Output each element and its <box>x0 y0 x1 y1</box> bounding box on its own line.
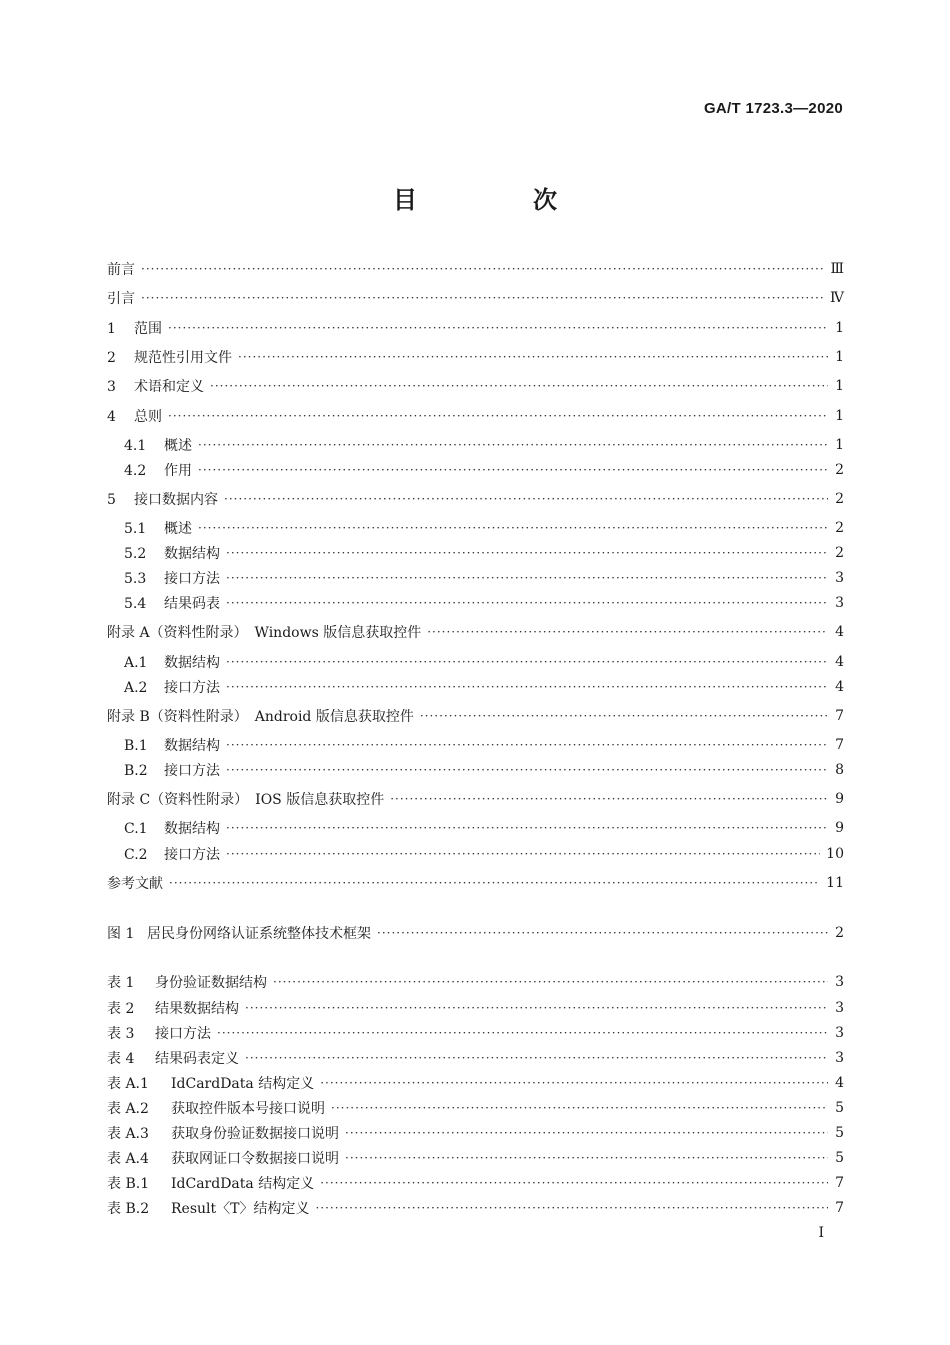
dot-leader <box>198 521 828 535</box>
toc-entry-label <box>107 376 210 396</box>
toc-entry[interactable] <box>107 434 844 456</box>
tables-entry[interactable] <box>107 971 844 993</box>
toc-entry-label <box>107 435 198 455</box>
dot-leader <box>238 350 828 364</box>
toc-title: 目 次 <box>393 186 603 214</box>
dot-leader <box>315 1201 828 1215</box>
dot-leader <box>427 625 828 639</box>
toc-entry-number: A.1 <box>124 655 148 671</box>
toc-entry[interactable] <box>107 287 844 309</box>
toc-entry-page: Ⅳ <box>830 290 844 306</box>
tables-entry-page: 5 <box>835 1150 844 1166</box>
dot-leader <box>224 492 828 506</box>
toc-entry-page: 7 <box>835 708 844 724</box>
tables-entry-page: 3 <box>835 974 844 990</box>
tables-entry-number: 表 A.2 <box>107 1101 149 1117</box>
dot-leader <box>226 738 828 752</box>
tables-entry-text: 获取控件版本号接口说明 <box>171 1101 325 1117</box>
tables-entry-label <box>107 1098 331 1118</box>
toc-entry[interactable] <box>107 317 844 339</box>
toc-entry[interactable] <box>107 542 844 564</box>
dot-leader <box>226 847 820 861</box>
dot-leader <box>226 763 828 777</box>
toc-entry[interactable] <box>107 734 844 756</box>
toc-entry-page: 2 <box>835 491 844 507</box>
dot-leader <box>320 1076 828 1090</box>
dot-leader <box>245 1051 828 1065</box>
tables-entry-number: 表 3 <box>107 1026 135 1042</box>
dot-leader <box>226 680 828 694</box>
toc-entry[interactable] <box>107 258 844 280</box>
tables-entry-text: 身份验证数据结构 <box>155 975 267 991</box>
toc-entry-page: 1 <box>835 437 844 453</box>
tables-entry-page: 7 <box>835 1200 844 1216</box>
toc-entry-text: 接口方法 <box>164 763 220 779</box>
toc-entry[interactable] <box>107 621 844 643</box>
tables-entry-number: 表 2 <box>107 1001 135 1017</box>
toc-entry-number: 5.1 <box>124 521 147 537</box>
dot-leader <box>226 571 828 585</box>
tables-entry[interactable] <box>107 1172 844 1194</box>
tables-entry-page: 7 <box>835 1175 844 1191</box>
toc-entry-text: 附录 A（资料性附录） Windows 版信息获取控件 <box>107 625 422 641</box>
toc-entry-text: 接口方法 <box>164 847 220 863</box>
toc-entry-text: 数据结构 <box>164 655 220 671</box>
toc-entry-number: 5.3 <box>124 571 147 587</box>
dot-leader <box>345 1126 828 1140</box>
toc-entry-page: 9 <box>835 820 844 836</box>
dot-leader <box>198 438 828 452</box>
tables-entry-label <box>107 1048 245 1068</box>
dot-leader <box>377 926 828 940</box>
tables-entry-text: 结果数据结构 <box>155 1001 239 1017</box>
toc-entry[interactable] <box>107 375 844 397</box>
figures-entry[interactable] <box>107 922 844 944</box>
toc-entry-page: 11 <box>826 875 844 891</box>
tables-entry[interactable] <box>107 997 844 1019</box>
toc-entry-page: 10 <box>826 846 844 862</box>
figures-entry-text: 居民身份网络认证系统整体技术框架 <box>147 926 371 942</box>
tables-entry-page: 5 <box>835 1125 844 1141</box>
tables-entry[interactable] <box>107 1147 844 1169</box>
toc-entry-text: 总则 <box>134 409 162 425</box>
tables-entry[interactable] <box>107 1097 844 1119</box>
dot-leader <box>226 821 828 835</box>
toc-entry-label <box>107 789 390 809</box>
dot-leader <box>390 792 828 806</box>
toc-entry-label <box>107 460 198 480</box>
dot-leader <box>320 1176 828 1190</box>
toc-entry[interactable] <box>107 517 844 539</box>
tables-entry-number: 表 1 <box>107 975 135 991</box>
toc-entry-number: 3 <box>107 379 116 395</box>
toc-entry-page: 2 <box>835 545 844 561</box>
toc-entry[interactable] <box>107 346 844 368</box>
toc-entry-label <box>107 406 168 426</box>
toc-entry-page: 1 <box>835 378 844 394</box>
toc-entry-text: 引言 <box>107 291 135 307</box>
tables-entry-page: 3 <box>835 1000 844 1016</box>
toc-entry-text: 接口方法 <box>164 680 220 696</box>
figures-entry-number: 图 1 <box>107 926 135 942</box>
toc-entry-number: B.2 <box>124 763 148 779</box>
toc-entry-text: 前言 <box>107 262 135 278</box>
tables-entry-label <box>107 1198 315 1218</box>
tables-entry-number: 表 B.2 <box>107 1201 150 1217</box>
tables-entry-label <box>107 998 245 1018</box>
toc-entry-text: 接口数据内容 <box>134 492 218 508</box>
toc-entry[interactable] <box>107 759 844 781</box>
toc-entry-label <box>107 677 226 697</box>
toc-entry-text: 数据结构 <box>164 821 220 837</box>
toc-entry-label <box>107 518 198 538</box>
tables-entry-number: 表 B.1 <box>107 1176 150 1192</box>
toc-entry-number: A.2 <box>124 680 148 696</box>
toc-entry-label <box>107 760 226 780</box>
toc-entry-text: 附录 C（资料性附录） IOS 版信息获取控件 <box>107 792 385 808</box>
dot-leader <box>331 1101 828 1115</box>
tables-entry-label <box>107 1123 345 1143</box>
dot-leader <box>198 463 828 477</box>
tables-entry-label <box>107 972 273 992</box>
toc-entry-number: C.1 <box>124 821 148 837</box>
dot-leader <box>168 321 828 335</box>
toc-entry[interactable] <box>107 459 844 481</box>
tables-entry-page: 3 <box>835 1025 844 1041</box>
toc-entry-label <box>107 873 169 893</box>
toc-entry-text: 作用 <box>164 463 192 479</box>
toc-entry-text: 接口方法 <box>164 571 220 587</box>
toc-entry-text: 参考文献 <box>107 876 163 892</box>
toc-entry-label <box>107 318 168 338</box>
tables-entry-number: 表 4 <box>107 1051 135 1067</box>
toc-entry-page: 8 <box>835 762 844 778</box>
toc-entry-label <box>107 259 141 279</box>
toc-entry-page: 7 <box>835 737 844 753</box>
tables-entry-label <box>107 1173 320 1193</box>
toc-entry-text: 范围 <box>134 321 162 337</box>
toc-entry[interactable] <box>107 817 844 839</box>
figures-entry-label <box>107 923 377 943</box>
toc-entry-label <box>107 735 226 755</box>
toc-entry-text: 数据结构 <box>164 546 220 562</box>
tables-entry-page: 5 <box>835 1100 844 1116</box>
toc-entry-page: 4 <box>835 624 844 640</box>
toc-entry-page: Ⅲ <box>830 261 844 277</box>
tables-entry-number: 表 A.1 <box>107 1076 149 1092</box>
toc-entry-label <box>107 652 226 672</box>
toc-entry-label <box>107 818 226 838</box>
tables-entry-number: 表 A.4 <box>107 1151 149 1167</box>
toc-entry-number: 2 <box>107 350 116 366</box>
dot-leader <box>169 876 820 890</box>
toc-entry-page: 1 <box>835 408 844 424</box>
dot-leader <box>168 409 828 423</box>
tables-entry[interactable] <box>107 1197 844 1219</box>
toc-entry-page: 1 <box>835 349 844 365</box>
dot-leader <box>210 379 828 393</box>
tables-entry[interactable] <box>107 1072 844 1094</box>
dot-leader <box>226 546 828 560</box>
toc-entry-number: 4 <box>107 409 116 425</box>
dot-leader <box>420 709 828 723</box>
toc-entry[interactable] <box>107 843 844 865</box>
toc-entry-label <box>107 489 224 509</box>
toc-entry[interactable] <box>107 788 844 810</box>
toc-entry[interactable] <box>107 592 844 614</box>
toc-entry[interactable] <box>107 651 844 673</box>
toc-entry-text: 概述 <box>164 521 192 537</box>
toc-entry-label <box>107 347 238 367</box>
tables-entry-page: 3 <box>835 1050 844 1066</box>
toc-entry-number: 5 <box>107 492 116 508</box>
toc-entry[interactable] <box>107 705 844 727</box>
tables-entry-label <box>107 1023 217 1043</box>
toc-entry-text: 数据结构 <box>164 738 220 754</box>
toc-entry-text: 附录 B（资料性附录） Android 版信息获取控件 <box>107 709 414 725</box>
tables-entry-text: 结果码表定义 <box>155 1051 239 1067</box>
tables-entry[interactable] <box>107 1122 844 1144</box>
dot-leader <box>226 655 828 669</box>
dot-leader <box>273 975 828 989</box>
toc-entry-number: 5.4 <box>124 596 147 612</box>
tables-entry-text: IdCardData 结构定义 <box>171 1176 315 1192</box>
toc-entry-page: 2 <box>835 520 844 536</box>
toc-entry-label <box>107 593 226 613</box>
toc-entry-page: 3 <box>835 595 844 611</box>
toc-entry-label <box>107 844 226 864</box>
toc-entry[interactable] <box>107 872 844 894</box>
toc-entry-label <box>107 543 226 563</box>
toc-entry[interactable] <box>107 567 844 589</box>
toc-entry-number: B.1 <box>124 738 148 754</box>
toc-entry-number: 5.2 <box>124 546 147 562</box>
tables-entry[interactable] <box>107 1047 844 1069</box>
toc-entry-page: 9 <box>835 791 844 807</box>
tables-entry-label <box>107 1073 320 1093</box>
toc-entry-page: 2 <box>835 462 844 478</box>
dot-leader <box>345 1151 828 1165</box>
toc-entry-page: 4 <box>835 654 844 670</box>
toc-entry-label <box>107 568 226 588</box>
toc-entry[interactable] <box>107 405 844 427</box>
tables-entry[interactable] <box>107 1022 844 1044</box>
tables-entry-text: 获取身份验证数据接口说明 <box>171 1126 339 1142</box>
dot-leader <box>245 1001 828 1015</box>
toc-entry-number: 4.2 <box>124 463 147 479</box>
page-number: I <box>818 1225 824 1241</box>
toc-entry-page: 3 <box>835 570 844 586</box>
tables-entry-text: IdCardData 结构定义 <box>171 1076 315 1092</box>
tables-entry-page: 4 <box>835 1075 844 1091</box>
toc-entry-text: 结果码表 <box>164 596 220 612</box>
dot-leader <box>141 291 824 305</box>
toc-entry-number: C.2 <box>124 847 148 863</box>
tables-entry-label <box>107 1148 345 1168</box>
toc-entry-label <box>107 288 141 308</box>
tables-entry-text: 获取网证口令数据接口说明 <box>171 1151 339 1167</box>
toc-entry-label <box>107 706 420 726</box>
tables-entry-text: 接口方法 <box>155 1026 211 1042</box>
toc-entry-text: 规范性引用文件 <box>134 350 232 366</box>
dot-leader <box>226 596 828 610</box>
toc-entry-text: 术语和定义 <box>134 379 204 395</box>
document-code: GA/T 1723.3—2020 <box>703 100 843 117</box>
tables-entry-text: Result〈T〉结构定义 <box>171 1201 310 1217</box>
toc-entry-page: 4 <box>835 679 844 695</box>
tables-entry-number: 表 A.3 <box>107 1126 149 1142</box>
dot-leader <box>141 262 824 276</box>
figures-entry-page: 2 <box>835 925 844 941</box>
toc-entry-text: 概述 <box>164 438 192 454</box>
toc-entry[interactable] <box>107 488 844 510</box>
toc-entry-label <box>107 622 427 642</box>
toc-entry-number: 1 <box>107 321 116 337</box>
toc-entry-number: 4.1 <box>124 438 147 454</box>
toc-entry[interactable] <box>107 676 844 698</box>
dot-leader <box>217 1026 828 1040</box>
toc-entry-page: 1 <box>835 320 844 336</box>
